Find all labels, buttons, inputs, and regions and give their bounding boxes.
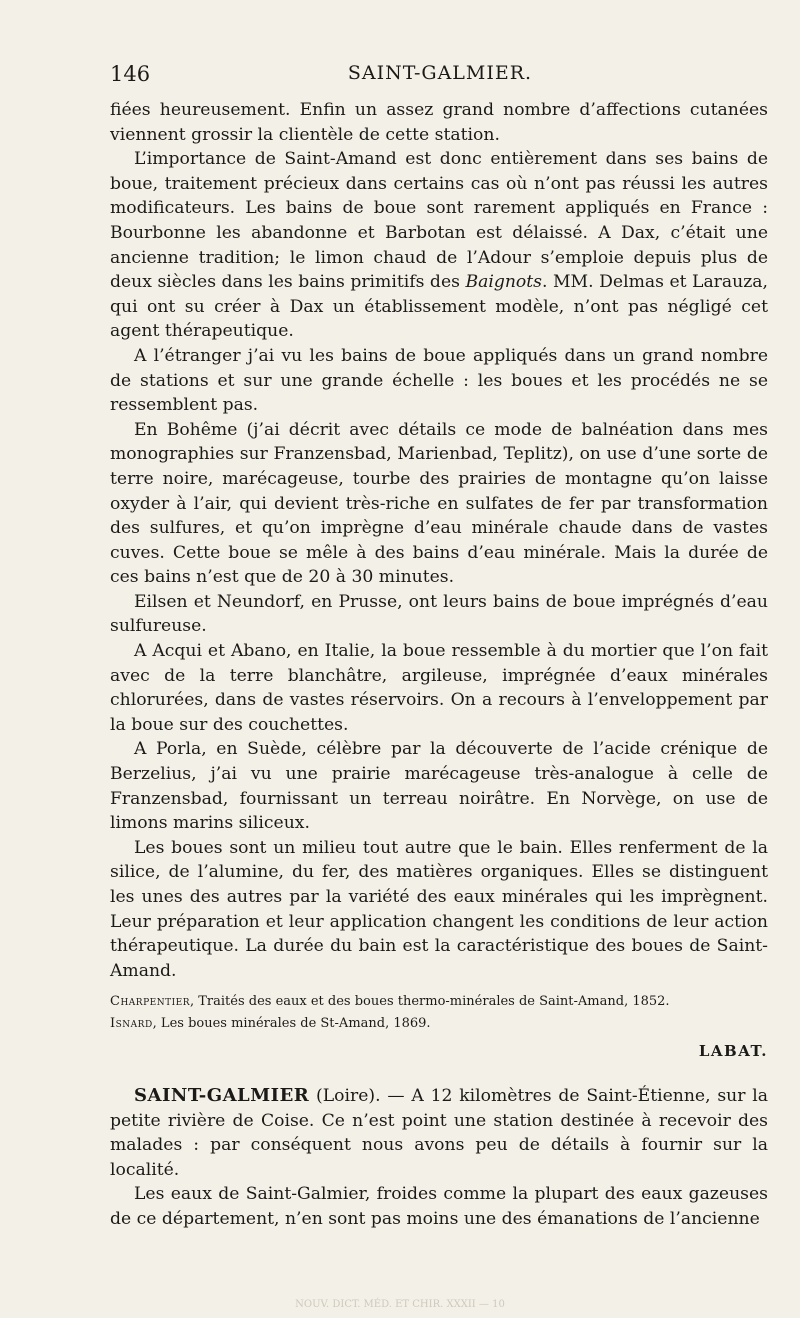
running-title: SAINT-GALMIER. <box>347 62 533 84</box>
reference-text: , Les boues minérales de St-Amand, 1869. <box>152 1016 431 1032</box>
paragraph: Les eaux de Saint-Galmier, froides comme la plupart des eaux gazeuses de ce département, n’en sont pas moins une des émanations de l’ancienne <box>110 1184 768 1229</box>
paragraph-text: . MM. Delmas et Larauza, qui ont su créer à Dax un établissement modèle, n’ont pas négligé cet agent thérapeutique. <box>110 272 768 342</box>
paragraph-text: L’importance de Saint-Amand est donc entièrement dans ses bains de boue, traitement précieux dans certains cas où n’ont pas réussi les autres modificateurs. Les bains de boue sont rarement appliqués en France : Bourbonne les abandonne et Barbotan est délaissé. A Dax, c’était une ancienne tradition; le limon chaud de l’Adour s’emploie depuis plus de deux siècles dans les bains primitifs des <box>110 149 768 293</box>
paragraph: fiées heureusement. Enfin un assez grand nombre d’affections cutanées viennent grossir la clientèle de cette station. <box>110 100 768 145</box>
paragraph: A l’étranger j’ai vu les bains de boue appliqués dans un grand nombre de stations et sur une grande échelle : les boues et les procédés ne se ressemblent pas. <box>110 345 768 416</box>
reference-text: , Traités des eaux et des boues thermo-minérales de Saint-Amand, 1852. <box>189 994 670 1010</box>
paragraph: A Acqui et Abano, en Italie, la boue ressemble à du mortier que l’on fait avec de la terre blanchâtre, argileuse, imprégnée d’eaux minérales chlorurées, dans de vastes réservoirs. On a recours à l’enveloppement par la boue sur des couchettes. <box>110 641 768 735</box>
reference-author: Charpentier <box>110 994 190 1010</box>
text-body <box>110 98 768 1232</box>
entry-intro-text: (Loire). — A 12 kilomètres de Saint-Étienne, sur la petite rivière de Coise. Ce n’est point une station destinée à recevoir des malades : par conséquent nous avons peu de détails à fournir sur la localité. <box>110 1085 768 1180</box>
italic-term: Baignots <box>465 272 542 293</box>
reference <box>110 991 768 1013</box>
entry-heading: SAINT-GALMIER <box>134 1084 310 1106</box>
references <box>110 991 768 1035</box>
paragraph <box>110 147 768 344</box>
author-signature: LABAT. <box>698 1042 768 1061</box>
reference <box>110 1013 768 1035</box>
page-header <box>110 62 770 92</box>
paragraph: Eilsen et Neundorf, en Prusse, ont leurs bains de boue imprégnés d’eau sulfureuse. <box>110 591 768 637</box>
reference-author: Isnard <box>110 1016 153 1032</box>
page-footer: NOUV. DICT. MÉD. ET CHIR. XXXII — 10 <box>295 1299 505 1310</box>
paragraph: En Bohême (j’ai décrit avec détails ce mode de balnéation dans mes monographies sur Franzensbad, Marienbad, Teplitz), on use d’une sorte de terre noire, marécageuse, tourbe des prairies de montagne qu’on laisse oxyder à l’air, qui devient très-riche en sulfates de fer par transformation des sulfures, et qu’on imprègne d’eau minérale chaude dans de vastes cuves. Cette boue se mêle à des bains d’eau minérale. Mais la durée de ces bains n’est que de 20 à 30 minutes. <box>110 419 768 588</box>
paragraph: A Porla, en Suède, célèbre par la découverte de l’acide crénique de Berzelius, j’ai vu une prairie marécageuse très-analogue à celle de Franzensbad, fournissant un terreau noirâtre. En Norvège, on use de limons marins siliceux. <box>110 739 768 834</box>
paragraph: Les boues sont un milieu tout autre que le bain. Elles renferment de la silice, de l’alumine, du fer, des matières organiques. Elles se distinguent les unes des autres par la variété des eaux minérales qui les imprègnent. Leur préparation et leur application changent les conditions de leur action thérapeutique. La durée du bain est la caractéristique des boues de Saint-Amand. <box>110 837 768 981</box>
page-number: 146 <box>110 62 151 86</box>
entry-intro <box>110 1084 768 1182</box>
